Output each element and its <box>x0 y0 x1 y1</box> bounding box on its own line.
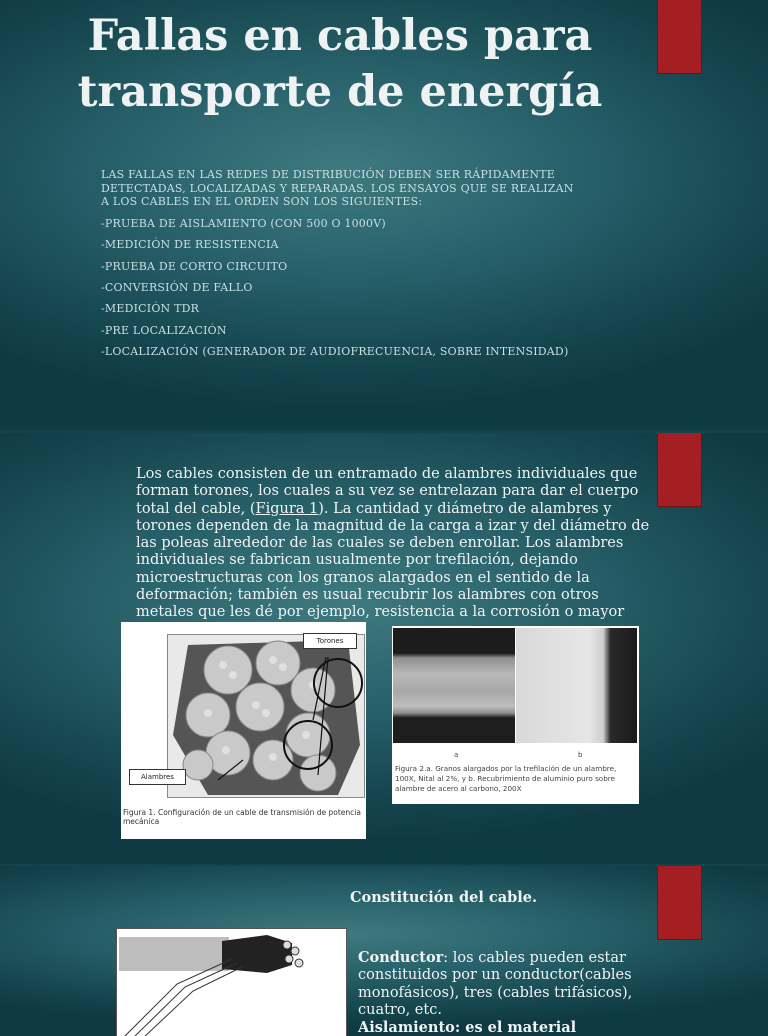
label-b: b <box>578 751 583 759</box>
figure-2-caption: Figura 2.a. Granos alargados por la trefilación de un alambre, 100X, Nital al 2%, y b. Recubrimiento de aluminio puro sobre alambre de acero al carbono, 200X <box>395 764 617 793</box>
list-item: -PRUEBA DE AISLAMIENTO (CON 500 O 1000V) <box>101 217 386 230</box>
slide-accent-tab <box>658 0 701 73</box>
text-segment: Los cables consisten de un entramado de alambres individuales que forman torones, los cuales a su vez se entrelazan para dar el cuerpo total del cable, ( <box>136 466 639 517</box>
intro-text: LAS FALLAS EN LAS REDES DE DISTRIBUCIÓN DEBEN SER RÁPIDAMENTE DETECTADAS, LOCALIZADAS Y REPARADAS. LOS ENSAYOS QUE SE REALIZAN A LOS CABLES EN EL ORDEN SON LOS SIGUIENTES: <box>101 168 574 208</box>
figure-1-caption: Figura 1. Configuración de un cable de transmisión de potencia mecánica <box>123 808 361 826</box>
conductor-label: Conductor <box>358 949 444 966</box>
cable-description <box>136 466 651 639</box>
cable-cross-section-image <box>167 634 365 798</box>
conductor-description <box>358 949 648 1036</box>
slide-accent-tab <box>658 866 701 939</box>
figure-2 <box>392 626 639 804</box>
next-text: Aislamiento: es el material <box>358 1019 577 1036</box>
micrograph-b-image <box>516 628 637 743</box>
slide-accent-tab <box>658 433 701 506</box>
list-item: -MEDICIÓN TDR <box>101 302 200 316</box>
conductor-text: : los cables pueden estar constituidos por un conductor(cables monofásicos), tres (cables trifásicos), cuatro, etc. <box>358 950 633 1018</box>
slide-2 <box>0 433 768 864</box>
list-item: -CONVERSIÓN DE FALLO <box>101 280 253 294</box>
slide-1 <box>0 0 768 430</box>
micrograph-a-image <box>393 628 515 743</box>
intro-paragraph <box>101 168 581 209</box>
cable-construction-image <box>116 928 347 1036</box>
list-item: -LOCALIZACIÓN (GENERADOR DE AUDIOFRECUENCIA, SOBRE INTENSIDAD) <box>101 344 569 358</box>
figure-1 <box>121 622 366 839</box>
list-item: -PRUEBA DE CORTO CIRCUITO <box>101 259 288 273</box>
text-segment: ). La cantidad y diámetro de alambres y torones dependen de la magnitud de la carga a izar y del diámetro de las poleas alrededor de las cuales se deben enrollar. Los alambres individuales se fabrican usualmente por trefilación, dejando microestructuras con los granos alargados en el sentido de la deformación; también es usual recubrir los alambres con otros metales que les dé por ejemplo, resistencia a la corrosión o mayor <box>136 500 650 621</box>
list-item: -MEDICIÓN DE RESISTENCIA <box>101 238 279 252</box>
figure-1-link[interactable]: Figura 1 <box>255 500 319 517</box>
slide-title: Fallas en cables para transporte de energía <box>77 11 603 117</box>
list-item: -PRE LOCALIZACIÓN <box>101 323 227 337</box>
label-torones: Torones <box>303 633 357 649</box>
label-alambres: Alambres <box>129 769 186 785</box>
slide-3 <box>0 866 768 1036</box>
label-a: a <box>454 751 459 759</box>
section-title: Constitución del cable. <box>350 889 538 906</box>
